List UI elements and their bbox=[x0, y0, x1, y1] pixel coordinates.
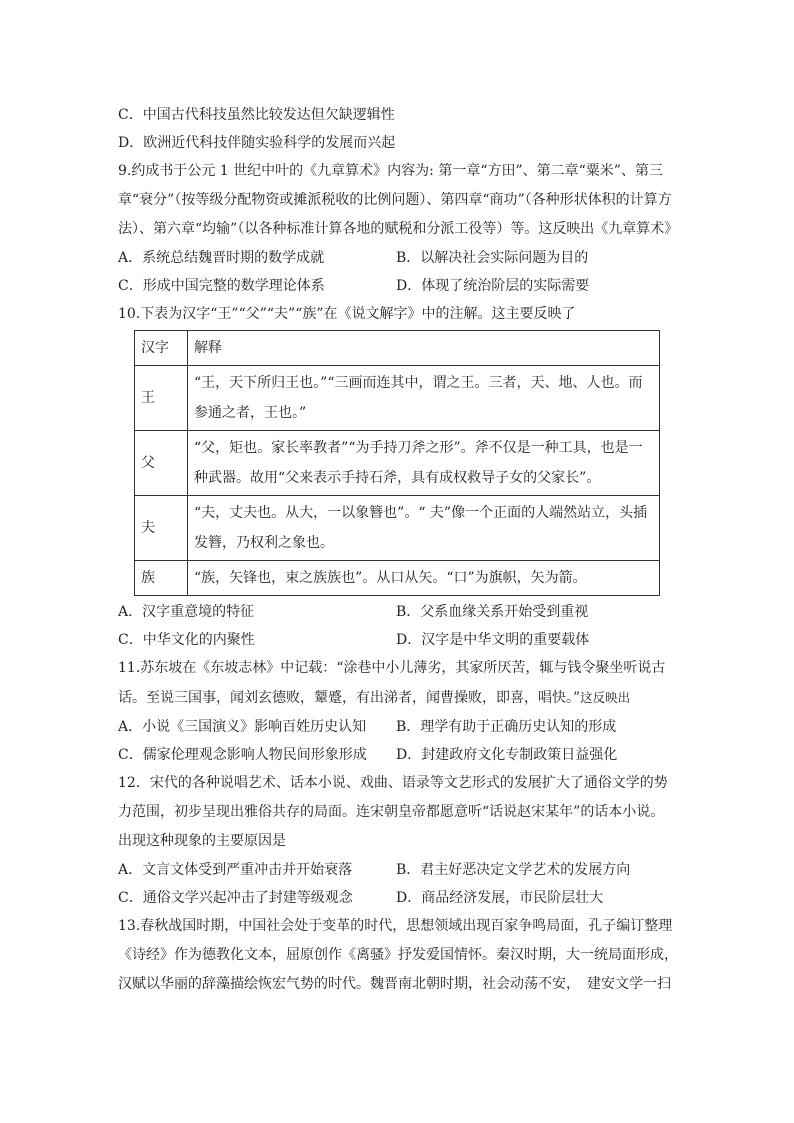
q9-option-a: A．系统总结魏晋时期的数学成就 bbox=[118, 250, 325, 266]
q11-stem bbox=[118, 654, 678, 713]
q11-stem-tail: 这反映出 bbox=[580, 690, 631, 705]
q12-option-d: D．商品经济发展，市民阶层壮大 bbox=[396, 890, 604, 906]
q11-option-c: C．儒家伦理观念影响人物民间形象形成 bbox=[118, 747, 367, 763]
q9-option-b: B．以解决社会实际问题为目的 bbox=[396, 250, 589, 266]
q9-stem: 9.约成书于公元 1 世纪中叶的《九章算术》内容为: 第一章“方田”、第二章“粟米”、第三章“衰分”（按等级分配物资或摊派税收的比例问题）、第四章“商功”（各种形状体积的计算方法）、第六章“均输”（以各种标准计算各地的赋税和分派工役等）等。这反映出《九章算术》 bbox=[118, 163, 679, 237]
cell-char: 夫 bbox=[135, 496, 188, 561]
q11-stem-main: 11.苏东坡在《东坡志林》中记载：“涂巷中小儿薄劣，其家所厌苦，辄与钱令聚坐听说古话。至说三国事，闻刘玄德败，颦蹙，有出涕者，闻曹操败，即喜，唱快。” bbox=[118, 660, 666, 706]
cell-explanation: “夫，丈夫也。从大，一以象簪也”。“ 夫”像一个正面的人端然站立，头插发簪，乃权利之象也。 bbox=[188, 496, 660, 561]
header-explanation: 解释 bbox=[188, 331, 660, 366]
cell-char: 父 bbox=[135, 431, 188, 496]
q9-options-row-1 bbox=[118, 244, 678, 272]
exam-page bbox=[118, 100, 678, 999]
q10-stem: 10.下表为汉字“王”“父”“夫”“族”在《说文解字》中的注解。这主要反映了 bbox=[118, 306, 576, 322]
table-row bbox=[135, 366, 660, 431]
q11-option-b: B．理学有助于正确历史认知的形成 bbox=[396, 719, 617, 735]
q13-stem: 13.春秋战国时期，中国社会处于变革的时代，思想领域出现百家争鸣局面，孔子编订整理《诗经》作为德教化文本，屈原创作《离骚》抒发爱国情怀。秦汉时期，大一统局面形成，汉赋以华丽的辞藻描绘恢宏气势的时代。魏晋南北朝时期，社会动荡不安， 建安文学一扫 bbox=[118, 918, 678, 992]
q10-option-b: B．父系血缘关系开始受到重视 bbox=[396, 604, 589, 620]
table-header-row bbox=[135, 331, 660, 366]
q12-options-row-1 bbox=[118, 856, 678, 884]
q8-option-c: C．中国古代科技虽然比较发达但欠缺逻辑性 bbox=[118, 107, 395, 123]
q11-option-d: D．封建政府文化专制政策日益强化 bbox=[396, 747, 618, 763]
table-row bbox=[135, 431, 660, 496]
table-row bbox=[135, 561, 660, 596]
q10-options-row-1 bbox=[118, 598, 678, 626]
cell-char: 族 bbox=[135, 561, 188, 596]
q9-option-d: D．体现了统治阶层的实际需要 bbox=[396, 278, 590, 294]
q12-option-a: A．文言文体受到严重冲击并开始衰落 bbox=[118, 862, 353, 878]
q9-option-c: C．形成中国完整的数学理论体系 bbox=[118, 278, 325, 294]
q11-options-row-2 bbox=[118, 741, 678, 769]
q12-option-c: C．通俗文学兴起冲击了封建等级观念 bbox=[118, 890, 353, 906]
q10-option-c: C．中华文化的内聚性 bbox=[118, 632, 255, 648]
q10-options-row-2 bbox=[118, 626, 678, 654]
shuowen-table bbox=[134, 330, 660, 596]
table-row bbox=[135, 496, 660, 561]
cell-explanation: “王，天下所归王也。”“三画而连其中，谓之王。三者，天、地、人也。而参通之者，王也。” bbox=[188, 366, 660, 431]
q11-options-row-1 bbox=[118, 713, 678, 741]
header-char: 汉字 bbox=[135, 331, 188, 366]
q12-options-row-2 bbox=[118, 884, 678, 912]
q11-option-a: A．小说《三国演义》影响百姓历史认知 bbox=[118, 719, 367, 735]
cell-char: 王 bbox=[135, 366, 188, 431]
cell-explanation: “族，矢锋也，束之族族也”。从口从矢。“口”为旗帜，矢为箭。 bbox=[188, 561, 660, 596]
q10-option-d: D．汉字是中华文明的重要载体 bbox=[396, 632, 590, 648]
q8-option-d: D．欧洲近代科技伴随实验科学的发展而兴起 bbox=[118, 135, 396, 151]
q12-stem: 12．宋代的各种说唱艺术、话本小说、戏曲、语录等文艺形式的发展扩大了通俗文学的势力范围，初步呈现出雅俗共存的局面。连宋朝皇帝都愿意听“话说赵宋某年”的话本小说。出现这种现象的主要原因是 bbox=[118, 775, 668, 849]
q10-option-a: A．汉字重意境的特征 bbox=[118, 604, 255, 620]
cell-explanation: “父，矩也。家长率教者”“为手持刀斧之形”。斧不仅是一种工具，也是一种武器。故用“父来表示手持石斧，具有成权救导子女的父家长”。 bbox=[188, 431, 660, 496]
q9-options-row-2 bbox=[118, 272, 678, 300]
q12-option-b: B．君主好恶决定文学艺术的发展方向 bbox=[396, 862, 631, 878]
